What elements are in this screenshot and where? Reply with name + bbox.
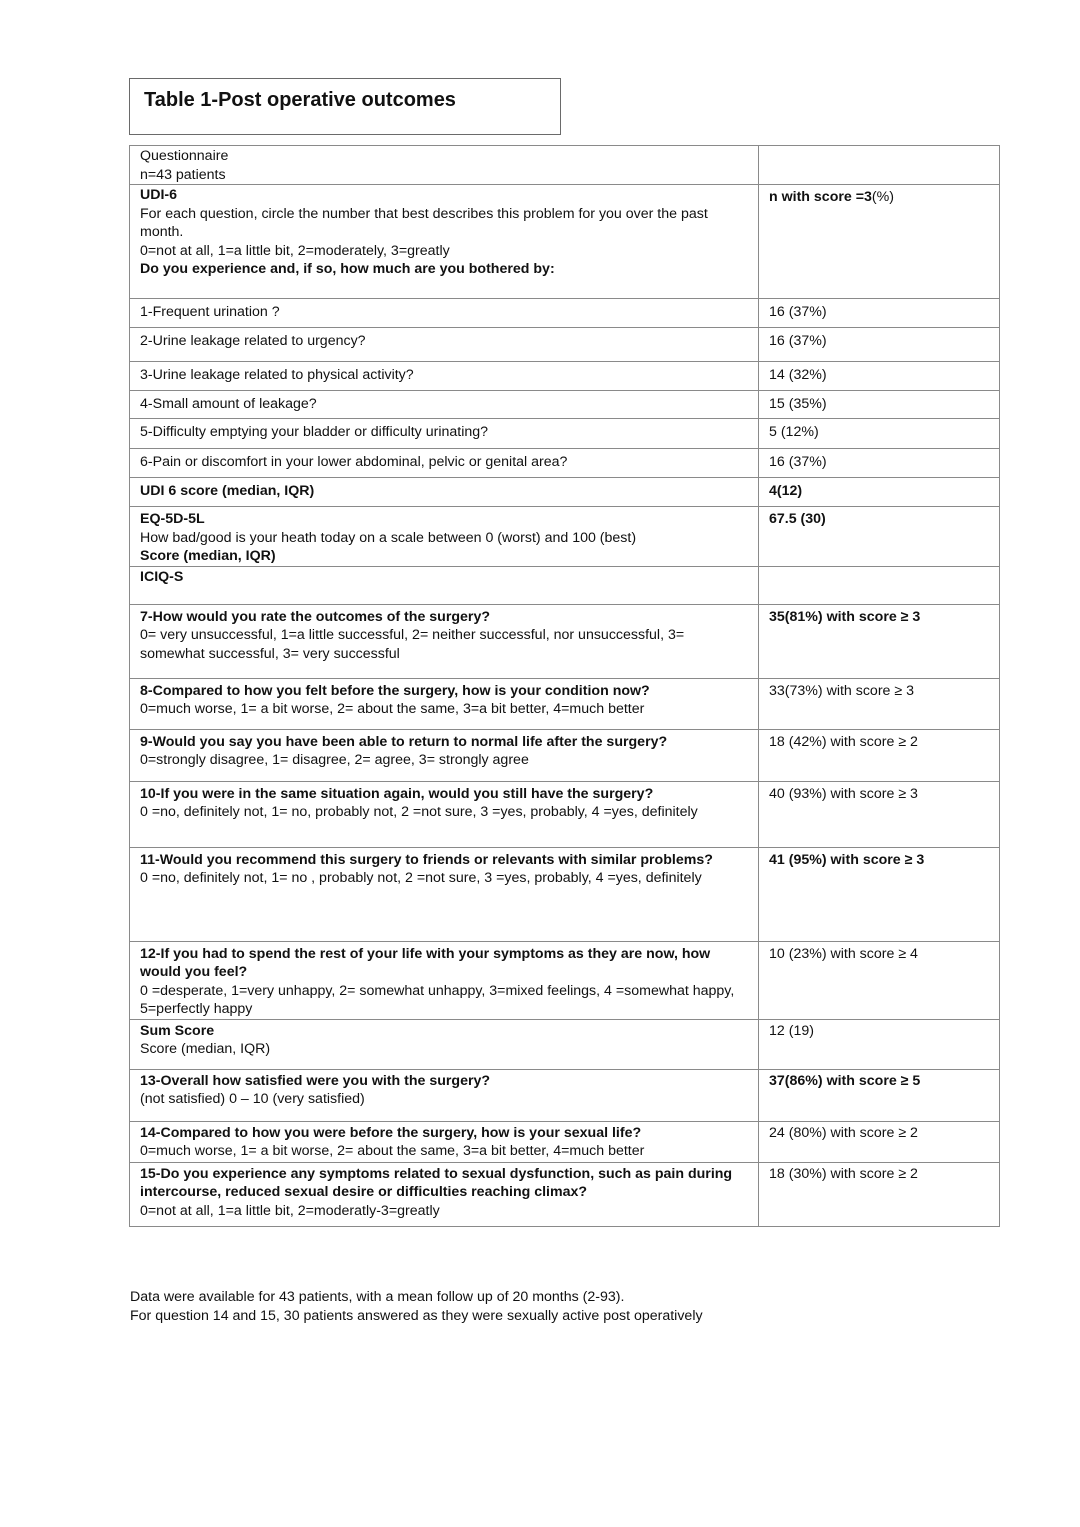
sum-score-cell — [130, 1019, 759, 1069]
udi6-heading: UDI-6 — [140, 187, 178, 203]
table-row — [130, 391, 1000, 419]
patient-count: n=43 patients — [140, 166, 226, 183]
question-title: 11-Would you recommend this surgery to friends or relevants with similar problems? — [140, 851, 713, 868]
result-cell: 41 (95%) with score ≥ 3 — [759, 847, 1000, 941]
result-cell: 18 (42%) with score ≥ 2 — [759, 729, 1000, 781]
result-cell: 10 (23%) with score ≥ 4 — [759, 941, 1000, 1019]
question-scale: (not satisfied) 0 – 10 (very satisfied) — [140, 1091, 365, 1107]
question-cell — [130, 449, 759, 478]
score-column-unit: (%) — [871, 189, 894, 205]
result-cell: 16 (37%) — [759, 328, 1000, 362]
question-text: 3-Urine leakage related to physical activity? — [140, 367, 414, 383]
footnotes — [130, 1288, 703, 1325]
question-title: 9-Would you say you have been able to return to normal life after the surgery? — [140, 733, 668, 750]
question-title: 13-Overall how satisfied were you with the surgery? — [140, 1072, 491, 1089]
question-cell — [130, 299, 759, 328]
question-cell — [130, 781, 759, 847]
sum-score-value: 12 (19) — [759, 1019, 1000, 1069]
question-text: 5-Difficulty emptying your bladder or difficulty urinating? — [140, 424, 489, 440]
result-cell: 35(81%) with score ≥ 3 — [759, 604, 1000, 678]
table-row — [130, 449, 1000, 478]
udi6-instructions: For each question, circle the number that best describes this problem for you over the past month. — [140, 205, 708, 240]
result-cell: 16 (37%) — [759, 449, 1000, 478]
question-scale: 0= very unsuccessful, 1=a little successful, 2= neither successful, nor unsuccessful, 3= somewhat successful, 3= very successful — [140, 627, 685, 662]
question-scale: 0 =no, definitely not, 1= no, probably not, 2 =not sure, 3 =yes, probably, 4 =yes, definitely — [140, 804, 698, 820]
question-title: 7-How would you rate the outcomes of the surgery? — [140, 608, 490, 625]
udi6-score-value: 4(12) — [759, 478, 1000, 507]
footnote-followup: Data were available for 43 patients, with a mean follow up of 20 months (2-93). — [130, 1289, 625, 1305]
question-title: 15-Do you experience any symptoms related to sexual dysfunction, such as pain during intercourse, reduced sexual desire or difficulties reaching climax? — [140, 1165, 733, 1200]
udi6-column-header-cell — [759, 185, 1000, 299]
table-row — [130, 847, 1000, 941]
table-row — [130, 146, 1000, 185]
question-text: 1-Frequent urination ? — [140, 304, 280, 320]
question-text: 4-Small amount of leakage? — [140, 396, 317, 412]
sum-score-heading: Sum Score — [140, 1022, 215, 1039]
result-cell: 16 (37%) — [759, 299, 1000, 328]
question-cell — [130, 362, 759, 391]
table-row — [130, 299, 1000, 328]
table-row — [130, 566, 1000, 604]
result-cell: 40 (93%) with score ≥ 3 — [759, 781, 1000, 847]
result-cell: 37(86%) with score ≥ 5 — [759, 1069, 1000, 1121]
table-row — [130, 781, 1000, 847]
question-scale: 0=much worse, 1= a bit worse, 2= about the same, 3=a bit better, 4=much better — [140, 1143, 645, 1159]
udi6-score-label: UDI 6 score (median, IQR) — [140, 483, 315, 499]
udi6-scale: 0=not at all, 1=a little bit, 2=moderately, 3=greatly — [140, 242, 450, 259]
outcomes-table — [129, 145, 1000, 1227]
question-cell — [130, 941, 759, 1019]
questionnaire-value-cell — [759, 146, 1000, 185]
result-cell: 5 (12%) — [759, 419, 1000, 449]
table-row — [130, 507, 1000, 567]
question-scale: 0=much worse, 1= a bit worse, 2= about the same, 3=a bit better, 4=much better — [140, 701, 645, 717]
table-row — [130, 362, 1000, 391]
question-cell — [130, 847, 759, 941]
table-row — [130, 729, 1000, 781]
result-cell: 18 (30%) with score ≥ 2 — [759, 1162, 1000, 1226]
iciq-heading-cell — [130, 566, 759, 604]
question-cell — [130, 1162, 759, 1226]
table-row — [130, 419, 1000, 449]
eq5d-cell — [130, 507, 759, 567]
question-title: 14-Compared to how you were before the surgery, how is your sexual life? — [140, 1124, 642, 1141]
udi6-score-label-cell — [130, 478, 759, 507]
question-title: 10-If you were in the same situation again, would you still have the surgery? — [140, 785, 654, 802]
score-column-header: n with score =3 — [769, 189, 872, 205]
questionnaire-header-cell — [130, 146, 759, 185]
iciq-value-cell — [759, 566, 1000, 604]
udi6-section-cell — [130, 185, 759, 299]
question-text: 6-Pain or discomfort in your lower abdominal, pelvic or genital area? — [140, 454, 568, 470]
table-row — [130, 604, 1000, 678]
footnote-sexual-activity: For question 14 and 15, 30 patients answered as they were sexually active post operatively — [130, 1307, 703, 1324]
question-cell — [130, 1121, 759, 1162]
question-cell — [130, 328, 759, 362]
eq5d-score-value: 67.5 (30) — [759, 507, 1000, 567]
questionnaire-label: Questionnaire — [140, 148, 229, 164]
table-row — [130, 185, 1000, 299]
result-cell: 24 (80%) with score ≥ 2 — [759, 1121, 1000, 1162]
table-row — [130, 1069, 1000, 1121]
result-cell: 33(73%) with score ≥ 3 — [759, 678, 1000, 729]
question-scale: 0 =desperate, 1=very unhappy, 2= somewhat unhappy, 3=mixed feelings, 4 =somewhat happy, 5=perfectly happy — [140, 982, 735, 1017]
result-cell: 14 (32%) — [759, 362, 1000, 391]
table-row — [130, 678, 1000, 729]
question-cell — [130, 604, 759, 678]
sum-score-label: Score (median, IQR) — [140, 1041, 271, 1057]
question-cell — [130, 1069, 759, 1121]
question-scale: 0=strongly disagree, 1= disagree, 2= agree, 3= strongly agree — [140, 752, 529, 768]
table-title: Table 1-Post operative outcomes — [144, 89, 456, 111]
result-cell: 15 (35%) — [759, 391, 1000, 419]
udi6-prompt: Do you experience and, if so, how much are you bothered by: — [140, 261, 555, 277]
question-scale: 0=not at all, 1=a little bit, 2=moderatly-3=greatly — [140, 1202, 440, 1219]
question-title: 12-If you had to spend the rest of your life with your symptoms as they are now, how would you feel? — [140, 945, 711, 980]
question-cell — [130, 729, 759, 781]
question-cell — [130, 391, 759, 419]
table-row — [130, 1019, 1000, 1069]
iciq-heading: ICIQ-S — [140, 568, 184, 585]
question-scale: 0 =no, definitely not, 1= no , probably not, 2 =not sure, 3 =yes, probably, 4 =yes, definitely — [140, 870, 702, 886]
question-cell — [130, 419, 759, 449]
question-cell — [130, 678, 759, 729]
table-title-box — [129, 78, 561, 135]
question-text: 2-Urine leakage related to urgency? — [140, 333, 366, 349]
table-row — [130, 1162, 1000, 1226]
table-row — [130, 941, 1000, 1019]
table-row — [130, 328, 1000, 362]
eq5d-score-label: Score (median, IQR) — [140, 548, 276, 564]
table-row — [130, 1121, 1000, 1162]
eq5d-question: How bad/good is your heath today on a scale between 0 (worst) and 100 (best) — [140, 529, 637, 546]
question-title: 8-Compared to how you felt before the surgery, how is your condition now? — [140, 682, 650, 699]
eq5d-heading: EQ-5D-5L — [140, 511, 205, 527]
table-row — [130, 478, 1000, 507]
